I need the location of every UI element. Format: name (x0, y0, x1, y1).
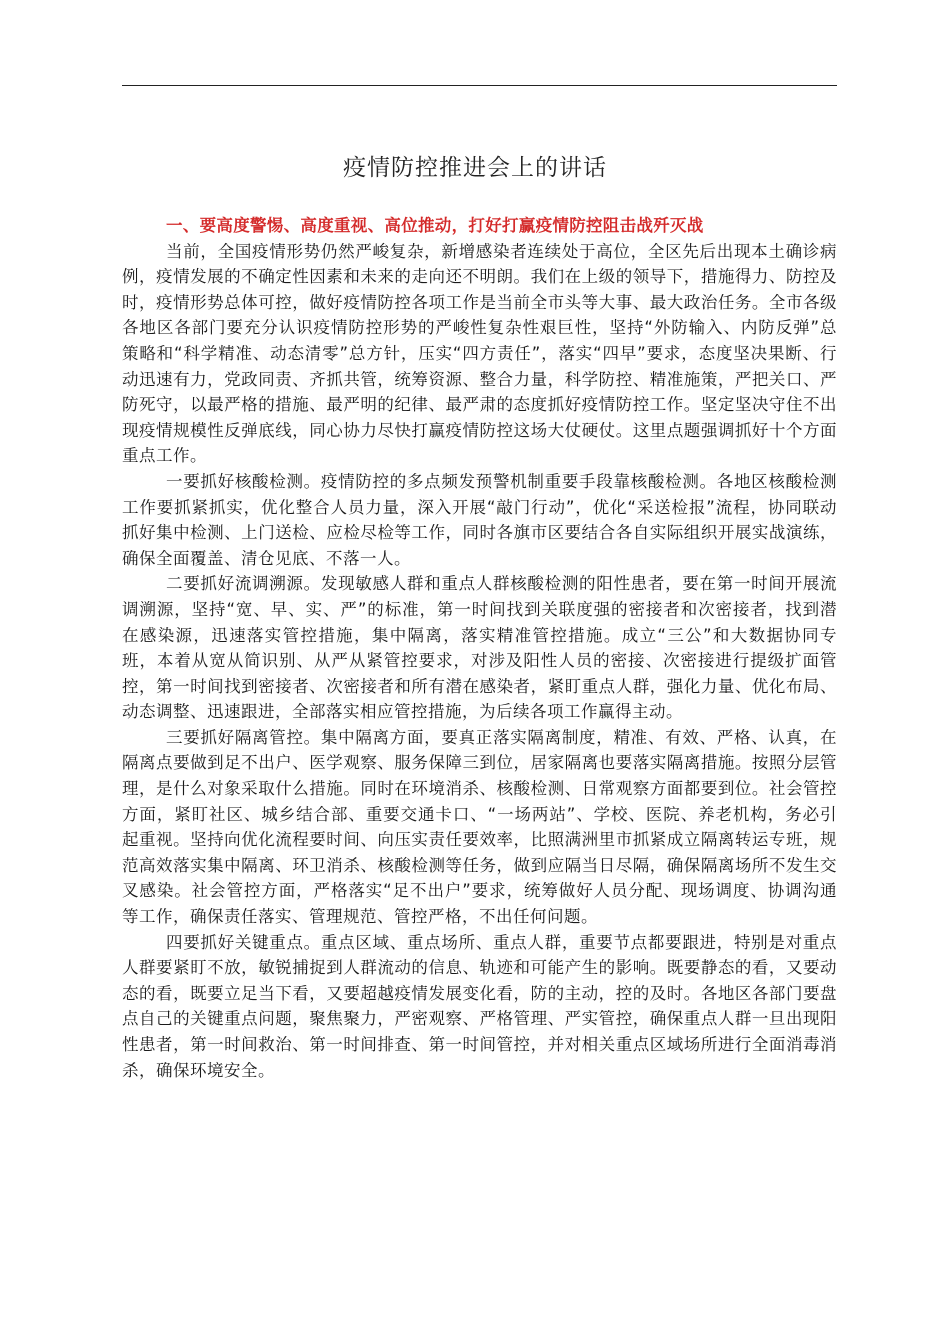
paragraph-contact-tracing: 二要抓好流调溯源。发现敏感人群和重点人群核酸检测的阳性患者，要在第一时间开展流调溯源，坚持“宽、早、实、严”的标准，第一时间找到关联度强的密接者和次密接者，找到潜在感染源，迅速落实管控措施，集中隔离，落实精准管控措施。成立“三公”和大数据协同专班，本着从宽从简识别、从严从紧管控要求，对涉及阳性人员的密接、次密接进行提级扩面管控，第一时间找到密接者、次密接者和所有潜在感染者，紧盯重点人群，强化力量、优化布局、动态调整、迅速跟进，全部落实相应管控措施，为后续各项工作赢得主动。 (122, 574, 837, 722)
document-body (122, 213, 837, 1083)
paragraph-intro: 当前，全国疫情形势仍然严峻复杂，新增感染者连续处于高位，全区先后出现本土确诊病例，疫情发展的不确定性因素和未来的走向还不明朗。我们在上级的领导下，措施得力、防控及时，疫情形势总体可控，做好疫情防控各项工作是当前全市头等大事、最大政治任务。全市各级各地区各部门要充分认识疫情防控形势的严峻性复杂性艰巨性，坚持“外防输入、内防反弹”总策略和“科学精准、动态清零”总方针，压实“四方责任”，落实“四早”要求，态度坚决果断、行动迅速有力，党政同责、齐抓共管，统筹资源、整合力量，科学防控、精准施策，严把关口、严防死守，以最严格的措施、最严明的纪律、最严肃的态度抓好疫情防控工作。坚定坚决守住不出现疫情规模性反弹底线，同心协力尽快打赢疫情防控这场大仗硬仗。这里点题强调抓好十个方面重点工作。 (122, 241, 837, 466)
page-title: 疫情防控推进会上的讲话 (343, 155, 607, 181)
paragraph-key-priorities: 四要抓好关键重点。重点区域、重点场所、重点人群，重要节点都要跟进，特别是对重点人群要紧盯不放，敏锐捕捉到人群流动的信息、轨迹和可能产生的影响。既要静态的看，又要动态的看，既要立足当下看，又要超越疫情发展变化看，防的主动，控的及时。各地区各部门要盘点自己的关键重点问题，聚焦聚力，严密观察、严格管理、严实管控，确保重点人群一旦出现阳性患者，第一时间救治、第一时间排查、第一时间管控，并对相关重点区域场所进行全面消毒消杀，确保环境安全。 (122, 932, 837, 1080)
header-rule (122, 85, 837, 86)
section-heading: 一、要高度警惕、高度重视、高位推动，打好打赢疫情防控阻击战歼灭战 (166, 216, 704, 235)
paragraph-isolation-control: 三要抓好隔离管控。集中隔离方面，要真正落实隔离制度，精准、有效、严格、认真，在隔离点要做到足不出户、医学观察、服务保障三到位，居家隔离也要落实隔离措施。按照分层管理，是什么对象采取什么措施。同时在环境消杀、核酸检测、日常观察方面都要到位。社会管控方面，紧盯社区、城乡结合部、重要交通卡口、“一场两站”、学校、医院、养老机构，务必引起重视。坚持向优化流程要时间、向压实责任要效率，比照满洲里市抓紧成立隔离转运专班，规范高效落实集中隔离、环卫消杀、核酸检测等任务，做到应隔当日尽隔，确保隔离场所不发生交叉感染。社会管控方面，严格落实“足不出户”要求，统筹做好人员分配、现场调度、协调沟通等工作，确保责任落实、管理规范、管控严格，不出任何问题。 (122, 727, 837, 927)
paragraph-nucleic-testing: 一要抓好核酸检测。疫情防控的多点频发预警机制重要手段靠核酸检测。各地区核酸检测工作要抓紧抓实，优化整合人员力量，深入开展“敲门行动”，优化“采送检报”流程，协同联动抓好集中检测、上门送检、应检尽检等工作，同时各旗市区要结合各自实际组织开展实战演练，确保全面覆盖、清仓见底、不落一人。 (122, 471, 837, 568)
